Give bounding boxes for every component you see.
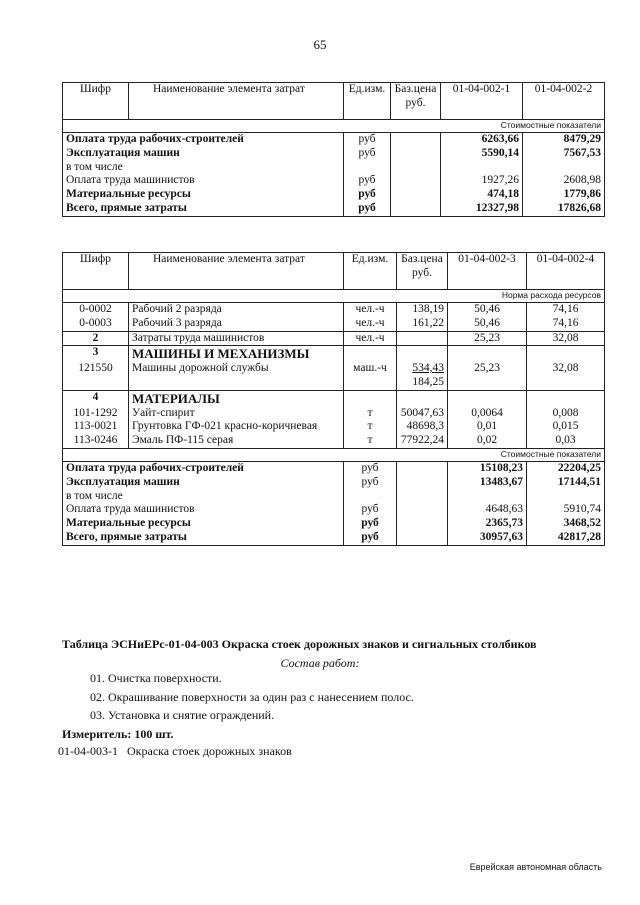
table-row: 0-0003 Рабочий 3 разряда чел.-ч 161,22 50,46 74,16: [63, 317, 605, 331]
table-row: 113-0246 Эмаль ПФ-115 серая т 77922,24 0,02 0,03: [63, 434, 605, 448]
subheader-costs: Стоимостные показатели: [448, 448, 605, 461]
section-title: Таблица ЭСНиЕРс-01-04-003 Окраска стоек дорожных знаков и сигнальных столбиков: [62, 637, 537, 651]
subheader-costs: Стоимостные показатели: [441, 120, 605, 133]
table-row: Всего, прямые затраты руб 30957,63 42817,28: [63, 531, 605, 545]
table-row: Всего, прямые затраты руб 12327,98 17826,68: [63, 202, 605, 216]
header-col2: 01-04-002-4: [527, 253, 605, 290]
table-row: Оплата труда машинистов руб 4648,63 5910,74: [63, 503, 605, 517]
page-number: 65: [313, 37, 327, 52]
table-row: Материальные ресурсы руб 2365,73 3468,52: [63, 517, 605, 531]
item-name: Окраска стоек дорожных знаков: [127, 744, 292, 758]
table-row: 4 МАТЕРИАЛЫ: [63, 390, 605, 406]
work-step: 03. Установка и снятие ограждений.: [90, 708, 275, 722]
subheader-row: [63, 290, 605, 303]
table-header-row: [63, 83, 605, 120]
table-row: 3 МАШИНЫ И МЕХАНИЗМЫ: [63, 346, 605, 362]
table-row: Эксплуатация машин руб 13483,67 17144,51: [63, 476, 605, 490]
table-row: в том числе: [63, 490, 605, 504]
subheader-row: [63, 448, 605, 461]
header-code: Шифр: [63, 83, 129, 120]
table-row: Оплата труда машинистов руб 1927,26 2608,98: [63, 174, 605, 188]
table-row: 2 Затраты труда машинистов чел.-ч 25,23 32,08: [63, 331, 605, 346]
header-price: Баз.цена руб.: [397, 253, 448, 290]
header-code: Шифр: [63, 253, 129, 290]
header-unit: Ед.изм.: [344, 253, 397, 290]
header-col1: 01-04-002-3: [448, 253, 527, 290]
cost-table-2: [62, 252, 605, 546]
table-row: 0-0002 Рабочий 2 разряда чел.-ч 138,19 50,46 74,16: [63, 303, 605, 317]
item-line: [58, 744, 292, 759]
cost-table-1: [62, 82, 605, 217]
footer-region: Еврейская автономная область: [469, 862, 602, 872]
table-row: Материальные ресурсы руб 474,18 1779,86: [63, 188, 605, 202]
table-row: Оплата труда рабочих-строителей руб 6263,66 8479,29: [63, 133, 605, 147]
header-col2: 01-04-002-2: [523, 83, 605, 120]
table-row: в том числе: [63, 161, 605, 175]
subheader-row: [63, 120, 605, 133]
item-code: 01-04-003-1: [58, 744, 118, 758]
header-col1: 01-04-002-1: [441, 83, 523, 120]
subheader-norms: Норма расхода ресурсов: [448, 290, 605, 303]
table-row: 121550 Машины дорожной службы маш.-ч 534,43 184,25 25,23 32,08: [63, 362, 605, 391]
header-price: Баз.цена руб.: [391, 83, 441, 120]
work-step: 01. Очистка поверхности.: [90, 671, 222, 685]
table-row: Эксплуатация машин руб 5590,14 7567,53: [63, 147, 605, 161]
measure-unit: Измеритель: 100 шт.: [62, 727, 174, 741]
table-row: 101-1292 Уайт-спирит т 50047,63 0,0064 0,008: [63, 407, 605, 421]
section-subtitle: Состав работ:: [280, 656, 360, 670]
table-row: 113-0021 Грунтовка ГФ-021 красно-коричневая т 48698,3 0,01 0,015: [63, 420, 605, 434]
header-name: Наименование элемента затрат: [129, 253, 344, 290]
header-name: Наименование элемента затрат: [129, 83, 344, 120]
table-row: Оплата труда рабочих-строителей руб 15108,23 22204,25: [63, 461, 605, 475]
work-step: 02. Окрашивание поверхности за один раз с нанесением полос.: [90, 690, 414, 704]
header-unit: Ед.изм.: [344, 83, 391, 120]
table-header-row: [63, 253, 605, 290]
